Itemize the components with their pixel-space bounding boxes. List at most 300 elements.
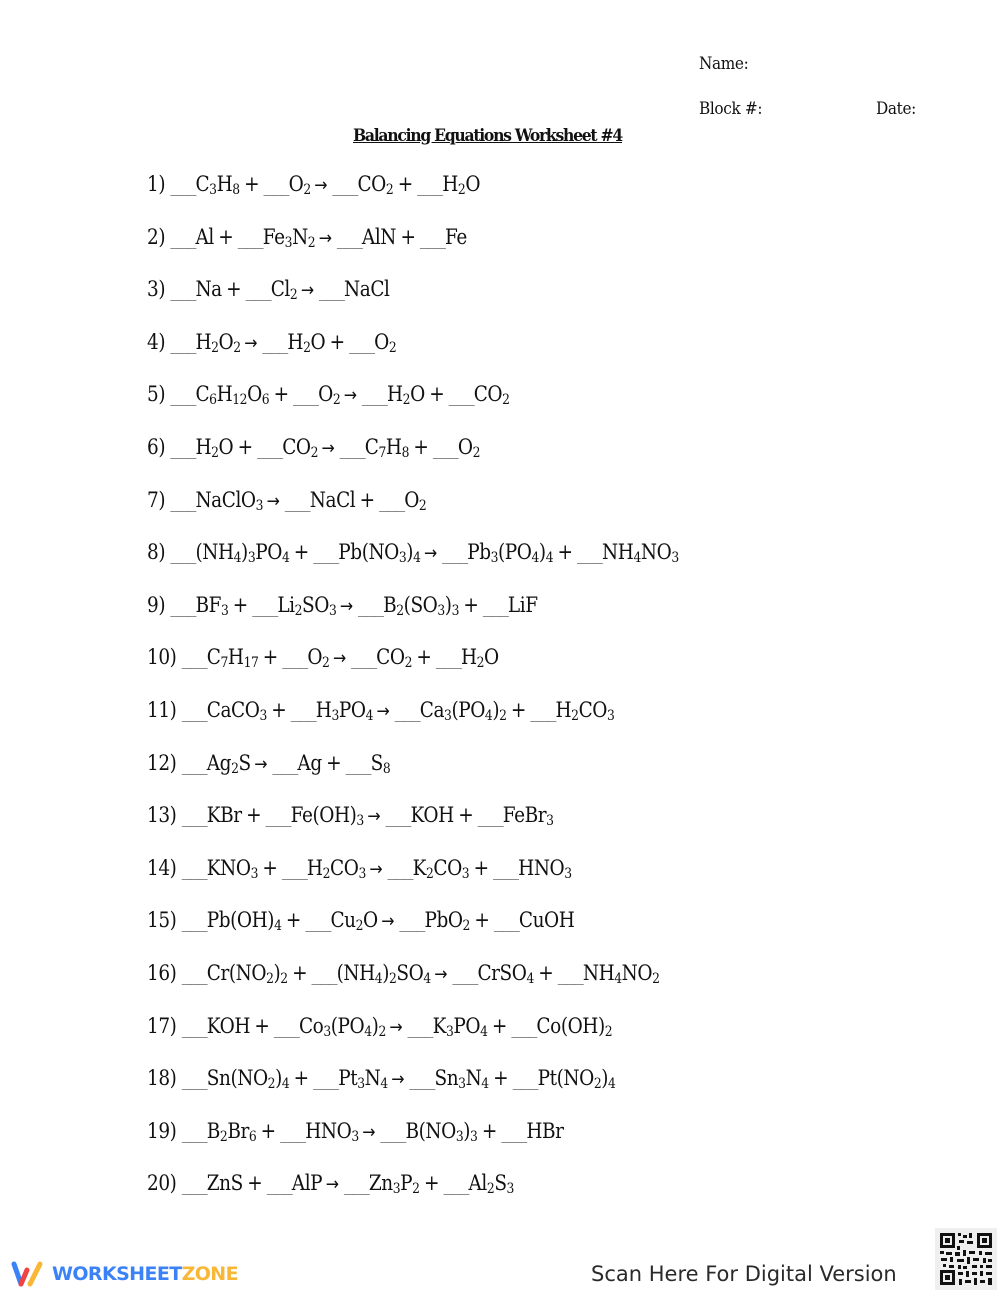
coefficient-blank[interactable]: ___	[282, 645, 308, 670]
chemical-formula: $K_2CO_3$	[412, 855, 470, 882]
qr-code-icon[interactable]	[935, 1228, 997, 1290]
coefficient-blank[interactable]: ___	[336, 224, 362, 249]
brand-name-part1: WORKSHEET	[52, 1263, 182, 1285]
chemical-formula: $O_2$	[374, 329, 397, 356]
coefficient-blank[interactable]: ___	[245, 277, 271, 302]
equation-number: 6)	[147, 434, 166, 459]
subscript: 6	[261, 392, 270, 409]
subscript: 3	[284, 234, 293, 251]
coefficient-blank[interactable]: ___	[237, 224, 263, 249]
arrow-icon: →	[339, 595, 353, 617]
coefficient-blank[interactable]: ___	[170, 434, 196, 459]
coefficient-blank[interactable]: ___	[345, 750, 371, 775]
coefficient-blank[interactable]: ___	[482, 592, 508, 617]
subscript: 4	[614, 970, 622, 987]
chemical-formula: Na	[195, 277, 222, 302]
subscript: 3	[209, 182, 217, 198]
chemical-formula: $Pb(NO_3)_4$	[338, 540, 421, 567]
arrow-icon: →	[266, 490, 280, 512]
subscript: 2	[402, 392, 411, 409]
equation-number: 10)	[147, 645, 177, 670]
chemical-formula: $Ca_3(PO_4)_2$	[419, 697, 507, 724]
coefficient-blank[interactable]: ___	[417, 172, 443, 196]
subscript: 4	[364, 1023, 372, 1040]
chemical-formula: $Li_2SO_3$	[277, 592, 337, 619]
equation-item	[147, 908, 679, 961]
coefficient-blank[interactable]: ___	[273, 1013, 299, 1038]
chemical-formula: LiF	[507, 592, 538, 617]
equation-item	[147, 172, 679, 225]
chemical-formula: $(NH_4)_2SO_4$	[336, 960, 431, 987]
subscript: 2	[388, 970, 397, 987]
coefficient-blank[interactable]: ___	[170, 592, 196, 617]
date-field-label: Date:	[876, 99, 916, 119]
plus-sign: +	[481, 1118, 497, 1143]
chemical-formula: $H_2O_2$	[195, 329, 241, 356]
subscript: 4	[233, 550, 242, 567]
chemical-formula: $CO_2$	[357, 172, 394, 198]
plus-sign: +	[254, 1013, 270, 1038]
coefficient-blank[interactable]: ___	[263, 172, 289, 196]
subscript: 3	[437, 602, 445, 619]
coefficient-blank[interactable]: ___	[266, 1171, 292, 1196]
coefficient-blank[interactable]: ___	[361, 382, 387, 407]
subscript: 12	[232, 392, 248, 409]
coefficient-blank[interactable]: ___	[290, 697, 316, 722]
coefficient-blank[interactable]: ___	[501, 1118, 527, 1143]
equation-item	[147, 277, 679, 330]
chemical-formula: $NH_4NO_3$	[602, 540, 679, 567]
equation-number: 13)	[147, 803, 177, 828]
coefficient-blank[interactable]: ___	[272, 750, 298, 775]
chemical-formula: $Sn_3N_4$	[434, 1066, 489, 1093]
subscript: 4	[480, 1023, 488, 1040]
chemical-formula: $O_2$	[457, 434, 481, 461]
arrow-icon: →	[376, 700, 390, 722]
subscript: 4	[526, 970, 534, 987]
coefficient-blank[interactable]: ___	[181, 1013, 207, 1038]
subscript: 4	[608, 1076, 616, 1093]
arrow-icon: →	[367, 806, 381, 828]
subscript: 2	[219, 1128, 228, 1145]
chemical-formula: $C_7H_{17}$	[206, 645, 259, 672]
arrow-icon: →	[369, 858, 383, 880]
arrow-icon: →	[424, 543, 437, 565]
equation-item	[147, 1171, 679, 1224]
plus-sign: +	[538, 960, 554, 985]
chemical-formula: $Cu_2O$	[330, 908, 378, 935]
chemical-formula: $S_8$	[370, 750, 391, 777]
subscript: 2	[332, 392, 341, 409]
worksheetzone-logo[interactable]	[10, 1259, 238, 1289]
plus-sign: +	[271, 697, 287, 722]
arrow-icon: →	[325, 1174, 339, 1196]
coefficient-blank[interactable]: ___	[493, 855, 519, 880]
plus-sign: +	[359, 487, 375, 512]
chemical-formula: $Co_3(PO_4)_2$	[298, 1013, 386, 1040]
chemical-formula: $Sn(NO_2)_4$	[206, 1066, 290, 1093]
arrow-icon: →	[362, 1121, 376, 1143]
subscript: 2	[652, 970, 660, 987]
subscript: 4	[274, 918, 282, 935]
subscript: 4	[413, 550, 421, 567]
chemical-formula: KBr	[206, 803, 242, 828]
subscript: 3	[506, 1181, 514, 1198]
chemical-formula: $C_3H_8$	[195, 172, 240, 198]
coefficient-blank[interactable]: ___	[181, 697, 207, 722]
coefficient-blank[interactable]: ___	[442, 540, 468, 565]
coefficient-blank[interactable]: ___	[318, 277, 345, 302]
subscript: 2	[303, 182, 311, 198]
coefficient-blank[interactable]: ___	[181, 750, 207, 775]
subscript: 4	[423, 970, 431, 987]
subscript: 2	[418, 497, 427, 514]
equation-item	[147, 330, 679, 383]
subscript: 3	[255, 497, 264, 514]
equation-item	[147, 803, 679, 856]
chemical-formula: NaCl	[344, 277, 390, 302]
subscript: 3	[331, 707, 339, 724]
coefficient-blank[interactable]: ___	[181, 908, 207, 933]
plus-sign: +	[232, 592, 248, 617]
coefficient-blank[interactable]: ___	[284, 487, 310, 512]
chemical-formula: $C_6H_{12}O_6$	[195, 382, 270, 409]
coefficient-blank[interactable]: ___	[181, 803, 207, 828]
subscript: 3	[461, 865, 470, 882]
chemical-formula: $Pt_3N_4$	[338, 1066, 388, 1093]
coefficient-blank[interactable]: ___	[419, 224, 445, 249]
coefficient-blank[interactable]: ___	[170, 329, 196, 354]
equation-item	[147, 961, 679, 1014]
subscript: 3	[671, 550, 679, 567]
chemical-formula: $HNO_3$	[305, 1118, 359, 1145]
chemical-formula: HBr	[526, 1118, 564, 1143]
equation-item	[147, 593, 679, 646]
subscript: 4	[380, 1076, 388, 1093]
subscript: 4	[281, 550, 290, 567]
coefficient-blank[interactable]: ___	[343, 1171, 369, 1196]
arrow-icon: →	[300, 280, 314, 302]
subscript: 2	[502, 392, 510, 409]
subscript: 2	[280, 970, 288, 987]
equation-number: 9)	[147, 592, 166, 617]
coefficient-blank[interactable]: ___	[351, 645, 377, 670]
plus-sign: +	[226, 277, 242, 302]
chemical-formula: ZnS	[206, 1171, 243, 1196]
equation-number: 7)	[147, 487, 166, 512]
coefficient-blank[interactable]: ___	[170, 487, 196, 512]
subscript: 2	[462, 918, 470, 935]
arrow-icon: →	[391, 1069, 405, 1091]
chemical-formula: $H_2O$	[386, 382, 425, 409]
subscript: 4	[374, 970, 383, 987]
chemical-formula: CaCO$_3$	[206, 697, 267, 724]
coefficient-blank[interactable]: ___	[399, 908, 425, 933]
equation-item	[147, 1119, 679, 1172]
worksheetzone-logo-icon	[10, 1259, 46, 1289]
subscript: 3	[247, 550, 256, 567]
subscript: 8	[382, 760, 391, 777]
coefficient-blank[interactable]: ___	[281, 855, 307, 880]
chemical-formula: AlP	[291, 1171, 323, 1196]
chemical-formula: CrSO$_4$	[477, 960, 534, 987]
chemical-formula: $B(NO_3)_3$	[405, 1118, 478, 1145]
chemical-formula: $H_3PO_4$	[315, 697, 374, 724]
plus-sign: +	[326, 750, 342, 775]
subscript: 3	[444, 707, 452, 724]
chemical-formula: $CO_2$	[473, 382, 510, 409]
subscript: 4	[281, 1076, 290, 1093]
plus-sign: +	[237, 434, 253, 459]
subscript: 2	[472, 444, 481, 461]
plus-sign: +	[292, 960, 308, 985]
worksheet-title: Balancing Equations Worksheet #4	[353, 126, 622, 146]
coefficient-blank[interactable]: ___	[394, 697, 420, 722]
plus-sign: +	[260, 1118, 276, 1143]
equation-item	[147, 225, 679, 278]
chemical-formula: $H_2O$	[195, 434, 234, 461]
chemical-formula: $CO_2$	[282, 434, 319, 461]
chemical-formula: $Cr(NO_2)_2$	[206, 960, 288, 987]
coefficient-blank[interactable]: ___	[477, 803, 503, 828]
coefficient-blank[interactable]: ___	[181, 855, 207, 880]
chemical-formula: $Cl_2$	[270, 277, 298, 304]
subscript: 3	[470, 1128, 478, 1145]
coefficient-blank[interactable]: ___	[311, 960, 337, 985]
coefficient-blank[interactable]: ___	[380, 1118, 406, 1143]
coefficient-blank[interactable]: ___	[170, 277, 196, 302]
coefficient-blank[interactable]: ___	[280, 1118, 306, 1143]
subscript: 3	[220, 602, 229, 619]
subscript: 6	[248, 1128, 257, 1145]
coefficient-blank[interactable]: ___	[387, 855, 413, 880]
subscript: 2	[267, 1076, 276, 1093]
chemical-formula: $O_2$	[288, 172, 311, 198]
coefficient-blank[interactable]: ___	[358, 592, 384, 617]
subscript: 17	[243, 655, 259, 672]
arrow-icon: →	[389, 1016, 403, 1038]
coefficient-blank[interactable]: ___	[170, 540, 196, 565]
chemical-formula: AlN	[361, 224, 397, 249]
chemical-formula: $BF_3$	[195, 592, 229, 619]
subscript: 2	[593, 1076, 602, 1093]
coefficient-blank[interactable]: ___	[576, 540, 603, 565]
subscript: 2	[404, 655, 413, 672]
coefficient-blank[interactable]: ___	[432, 434, 458, 459]
subscript: 3	[358, 865, 366, 882]
plus-sign: +	[429, 382, 445, 407]
plus-sign: +	[491, 1013, 507, 1038]
arrow-icon: →	[321, 437, 335, 459]
coefficient-blank[interactable]: ___	[181, 1066, 207, 1091]
coefficient-blank[interactable]: ___	[262, 329, 288, 354]
coefficient-blank[interactable]: ___	[530, 697, 556, 722]
coefficient-blank[interactable]: ___	[170, 172, 196, 196]
coefficient-blank[interactable]: ___	[409, 1066, 435, 1091]
chemical-formula: $Al_2S_3$	[468, 1171, 514, 1198]
scan-digital-version-text: Scan Here For Digital Version	[591, 1262, 897, 1286]
plus-sign: +	[423, 1171, 440, 1196]
chemical-formula: $H_2O$	[460, 645, 499, 672]
arrow-icon: →	[381, 911, 395, 933]
chemical-formula: $Pt(NO_2)_4$	[537, 1066, 616, 1093]
equation-number: 2)	[147, 224, 166, 249]
subscript: 4	[545, 550, 554, 567]
equation-item	[147, 1066, 679, 1119]
equation-number: 3)	[147, 277, 166, 302]
subscript: 2	[425, 865, 434, 882]
subscript: 3	[458, 1076, 466, 1093]
equation-number: 11)	[147, 697, 177, 722]
equation-number: 8)	[147, 540, 166, 565]
subscript: 3	[455, 1128, 464, 1145]
chemical-formula: $K_3PO_4$	[432, 1013, 488, 1040]
subscript: 2	[322, 865, 331, 882]
plus-sign: +	[273, 382, 289, 407]
equation-number: 17)	[147, 1013, 177, 1038]
coefficient-blank[interactable]: ___	[379, 487, 405, 512]
equation-number: 20)	[147, 1171, 177, 1196]
coefficient-blank[interactable]: ___	[339, 434, 365, 459]
chemical-formula: PbO$_2$	[424, 908, 470, 935]
chemical-formula: $C_7H_8$	[364, 434, 409, 461]
coefficient-blank[interactable]: ___	[443, 1171, 469, 1196]
subscript: 3	[564, 865, 572, 882]
chemical-formula: $H_2O$	[287, 329, 326, 356]
chemical-formula: $B_2Br_6$	[206, 1118, 257, 1145]
coefficient-blank[interactable]: ___	[452, 960, 478, 985]
coefficient-blank[interactable]: ___	[557, 960, 583, 985]
chemical-formula: $H_2O$	[442, 172, 481, 198]
equation-number: 15)	[147, 908, 177, 933]
subscript: 3	[451, 602, 459, 619]
coefficient-blank[interactable]: ___	[385, 803, 411, 828]
subscript: 3	[356, 813, 364, 830]
coefficient-blank[interactable]: ___	[493, 908, 519, 933]
subscript: 7	[220, 655, 228, 672]
subscript: 2	[322, 655, 330, 672]
subscript: 3	[323, 1023, 331, 1040]
plus-sign: +	[474, 908, 490, 933]
coefficient-blank[interactable]: ___	[349, 329, 375, 354]
coefficient-blank[interactable]: ___	[332, 172, 358, 196]
subscript: 2	[499, 707, 507, 724]
plus-sign: +	[510, 697, 526, 722]
coefficient-blank[interactable]: ___	[170, 382, 196, 407]
subscript: 3	[392, 1181, 401, 1198]
subscript: 2	[294, 602, 303, 619]
arrow-icon: →	[318, 227, 332, 249]
subscript: 2	[211, 444, 219, 461]
plus-sign: +	[293, 540, 309, 565]
coefficient-blank[interactable]: ___	[448, 382, 474, 407]
subscript: 2	[385, 182, 394, 198]
subscript: 4	[633, 550, 641, 567]
chemical-formula: $O_2$	[404, 487, 427, 514]
subscript: 2	[266, 970, 274, 987]
coefficient-blank[interactable]: ___	[170, 224, 196, 249]
arrow-icon: →	[332, 648, 346, 670]
chemical-formula: KOH	[410, 803, 454, 828]
chemical-formula: $Co(OH)_2$	[536, 1013, 613, 1040]
chemical-formula: $HNO_3$	[518, 855, 572, 882]
chemical-formula: NaCl	[309, 487, 356, 512]
chemical-formula: Al	[195, 224, 214, 249]
chemical-formula: $B_2(SO_3)_3$	[383, 592, 459, 619]
subscript: 3	[398, 550, 407, 567]
plus-sign: +	[493, 1066, 509, 1091]
subscript: 2	[486, 1181, 495, 1198]
equation-item	[147, 698, 679, 751]
plus-sign: +	[458, 803, 474, 828]
subscript: 2	[457, 182, 466, 198]
subscript: 3	[606, 707, 615, 724]
coefficient-blank[interactable]: ___	[511, 1013, 537, 1038]
arrow-icon: →	[343, 385, 357, 407]
subscript: 2	[604, 1023, 613, 1040]
arrow-icon: →	[244, 332, 258, 354]
coefficient-blank[interactable]: ___	[435, 645, 461, 670]
equation-item	[147, 488, 679, 541]
chemical-formula: $Fe(OH)_3$	[290, 803, 364, 830]
arrow-icon: →	[314, 175, 328, 196]
plus-sign: +	[293, 1066, 309, 1091]
equation-list	[147, 172, 751, 1224]
chemical-formula: CuOH	[518, 908, 575, 933]
coefficient-blank[interactable]: ___	[313, 540, 339, 565]
subscript: 4	[481, 1076, 489, 1093]
subscript: 2	[231, 760, 239, 777]
equation-item	[147, 645, 679, 698]
chemical-formula: NaClO$_3$	[195, 487, 264, 514]
subscript: 3	[490, 550, 499, 567]
chemical-formula: $O_2$	[307, 645, 330, 672]
coefficient-blank[interactable]: ___	[181, 1118, 207, 1143]
coefficient-blank[interactable]: ___	[252, 592, 278, 617]
chemical-formula: Fe	[444, 224, 467, 249]
coefficient-blank[interactable]: ___	[512, 1066, 538, 1091]
chemical-formula: $Fe_3N_2$	[262, 224, 316, 251]
plus-sign: +	[329, 329, 345, 354]
coefficient-blank[interactable]: ___	[181, 645, 207, 670]
plus-sign: +	[218, 224, 234, 249]
equation-item	[147, 856, 679, 909]
equation-number: 18)	[147, 1066, 177, 1091]
subscript: 3	[546, 813, 554, 830]
subscript: 8	[232, 182, 240, 198]
equation-item	[147, 540, 679, 593]
coefficient-blank[interactable]: ___	[407, 1013, 433, 1038]
subscript: 2	[355, 918, 364, 935]
equation-item	[147, 435, 679, 488]
coefficient-blank[interactable]: ___	[257, 434, 283, 459]
coefficient-blank[interactable]: ___	[181, 1171, 207, 1196]
coefficient-blank[interactable]: ___	[305, 908, 331, 933]
chemical-formula: $KNO_3$	[206, 855, 258, 882]
subscript: 2	[412, 1181, 420, 1198]
coefficient-blank[interactable]: ___	[181, 960, 207, 985]
subscript: 2	[396, 602, 404, 619]
coefficient-blank[interactable]: ___	[265, 803, 291, 828]
coefficient-blank[interactable]: ___	[313, 1066, 339, 1091]
plus-sign: +	[247, 1171, 263, 1196]
subscript: 2	[571, 707, 579, 724]
plus-sign: +	[285, 908, 301, 933]
subscript: 3	[328, 602, 337, 619]
subscript: 7	[378, 444, 386, 461]
plus-sign: +	[262, 645, 278, 670]
coefficient-blank[interactable]: ___	[293, 382, 319, 407]
